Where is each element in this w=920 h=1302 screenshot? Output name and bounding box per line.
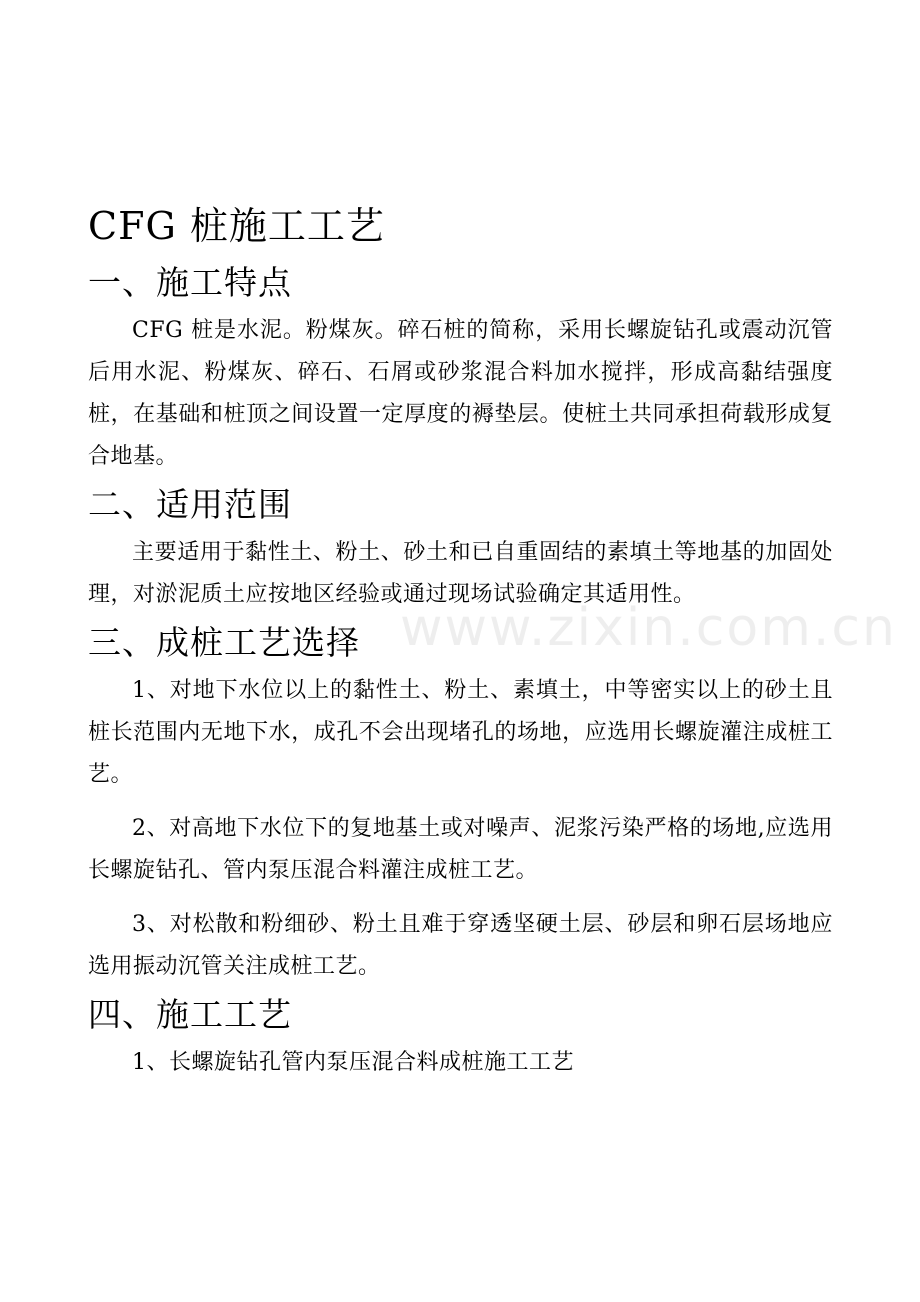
paragraph-construction-process-1: 1、长螺旋钻孔管内泵压混合料成桩施工工艺 <box>132 1050 574 1075</box>
paragraph-features: CFG 桩是水泥。粉煤灰。碎石桩的简称，采用长螺旋钻孔或震动沉管后用水泥、粉煤灰、碎石、石屑或砂浆混合料加水搅拌，形成高黏结强度桩，在基础和桩顶之间设置一定厚度的褥垫层。使桩土共同承担荷载形成复合地基。 <box>88 318 833 469</box>
document-title: CFG 桩施工工艺 <box>88 204 385 248</box>
section-heading-scope: 二、适用范围 <box>88 485 292 524</box>
paragraph-scope: 主要适用于黏性土、粉土、砂土和已自重固结的素填土等地基的加固处理，对淤泥质土应按地区经验或通过现场试验确定其适用性。 <box>88 540 833 607</box>
document-body <box>88 196 833 1084</box>
section-heading-process-selection: 三、成桩工艺选择 <box>88 623 360 662</box>
paragraph-process-selection-2: 2、对高地下水位下的复地基土或对噪声、泥浆污染严格的场地,应选用长螺旋钻孔、管内泵压混合料灌注成桩工艺。 <box>88 816 833 883</box>
paragraph-process-selection-1: 1、对地下水位以上的黏性土、粉土、素填土，中等密实以上的砂土且桩长范围内无地下水，成孔不会出现堵孔的场地，应选用长螺旋灌注成桩工艺。 <box>88 678 833 787</box>
section-heading-features: 一、施工特点 <box>88 263 292 302</box>
watermark: www.zixin.com.cn <box>400 598 897 658</box>
section-heading-construction-process: 四、施工工艺 <box>88 995 292 1034</box>
paragraph-process-selection-3: 3、对松散和粉细砂、粉土且难于穿透坚硬土层、砂层和卵石层场地应选用振动沉管关注成桩工艺。 <box>88 912 833 979</box>
